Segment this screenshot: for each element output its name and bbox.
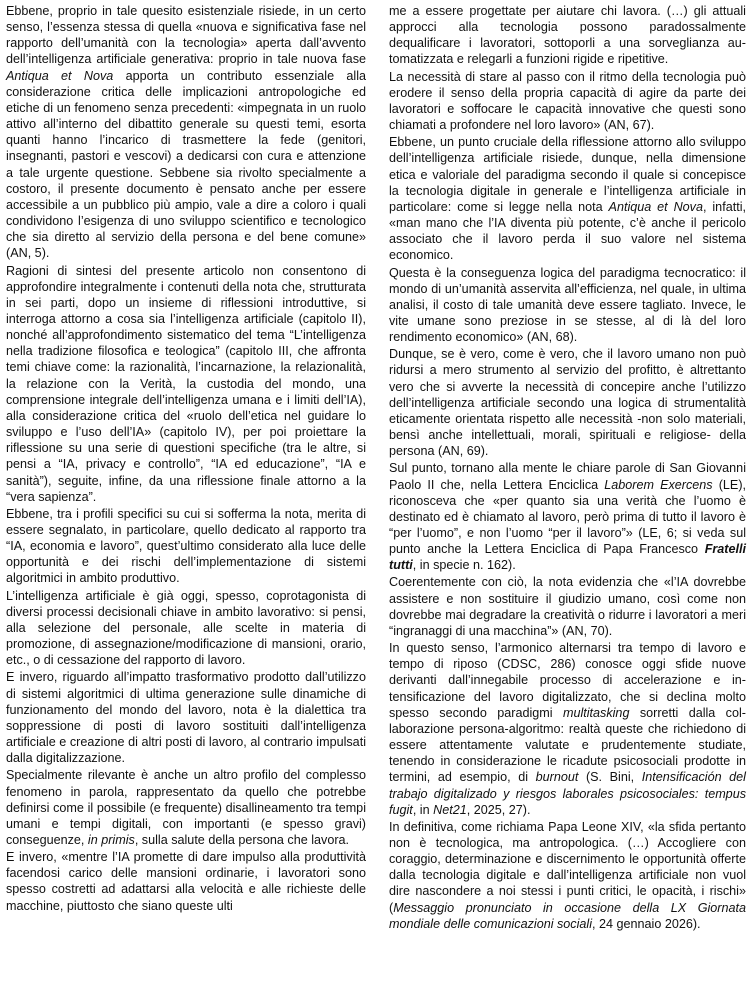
paragraph: L’intelligenza artificiale è già oggi, spesso, coprotagonista di diversi processi decisionali chiave in ambito lavorativo: si pensi, alla selezione del personale, alle scelte in materia di promozione, di assegnazione/modificazione di mansioni, orario, etc., o di cessazione del rapporto di lavoro.: [6, 588, 366, 668]
paragraph: La necessità di stare al passo con il ritmo della tecnologia può erodere il senso della propria capacità di agire da parte dei lavoratori e soffocare le capacità innovative che questi sono chiamati a profondere nel loro lavoro» (AN, 67).: [389, 69, 746, 133]
paragraph: In questo senso, l’armonico alternarsi tra tempo di lavoro e tempo di riposo (CDSC, 286) conosce oggi sfide nuove derivanti dall’innegabile processo di accelerazione e intensificazione del lavoro digitalizzato, che si declina molto spesso secondo paradigmi multitasking sorretti dalla collaborazione persona-algoritmo: realtà queste che richiedono di essere attentamente valutate e prudentemente studiate, tenendo in considerazione le ricadute psicosociali prodotte in termini, ad esempio, di burnout (S. Bini, Intensificación del trabajo digitalizado y riesgos laborales psicosociales: tempus fugit, in Net21, 2025, 27).: [389, 641, 746, 817]
paragraph: Coerentemente con ciò, la nota evidenzia che «l’IA dovrebbe assistere e non sostituire il giudizio umano, così come non dovrebbe mai degradare la creatività o ridurre i lavoratori a meri “ingranaggi di una macchina”» (AN, 70).: [389, 575, 746, 638]
paragraph: Ebbene, tra i profili specifici su cui si sofferma la nota, merita di essere segnalato, in particolare, quello dedicato al rapporto tra “IA, economia e lavoro”, quest’ultimo considerato alla luce delle opportunità e dei rischi dell’implementazione di sistemi algoritmici in ambito produttivo.: [6, 506, 366, 586]
left-column: [6, 3, 366, 915]
paragraph: Questa è la conseguenza logica del paradigma tecnocratico: il mondo di un’umanità asservita all’efficienza, nel quale, in ultima analisi, il costo di tale umanità deve essere tagliato. Invece, le vite umane sono preziose in se stesse, al di là del loro rendimento economico» (AN, 68).: [389, 265, 746, 345]
paragraph: E invero, riguardo all’impatto trasformativo prodotto dall’utilizzo di sistemi algoritmici di ultima generazione sulle dinamiche di funzionamento del mondo del lavoro, nota è la dialettica tra soppressione di posti di lavoro sostituiti dall’intelligenza artificiale e creazione di altri posti di lavoro, al contrario impulsati dalla digitalizzazione.: [6, 670, 366, 766]
paragraph: Sul punto, tornano alla mente le chiare parole di San Giovanni Paolo II che, nella Lettera Enciclica Laborem Exercens (LE), riconosceva che «per quanto sia una verità che l’uomo è destinato ed è chiamato al lavoro, però prima di tutto il lavoro è “per l’uomo”, e non l’uomo “per il lavoro”» (LE, 6; si veda sul punto anche la Lettera Enciclica di Papa Francesco Fratelli tutti, in specie n. 162).: [389, 461, 747, 573]
right-column: [389, 3, 746, 933]
paragraph: Ragioni di sintesi del presente articolo non consentono di approfondire integralmente i contenuti della nota che, strutturata in sei parti, dopo un insieme di riflessioni introduttive, si interroga attorno a cosa sia l’intelligenza artificiale (capitolo II), nonché all’approfondimento sistematico del tema “L’intelligenza nella tradizione filosofica e teologica” (capitolo III, che affronta temi chiave come: la razionalità, l’incarnazione, la relazionalità, la relazione con la Verità, la custodia del mondo, una comprensione integrale dell’intelligenza umana e i limiti dell’IA), alla considerazione critica del «ruolo dell’etica nel guidare lo sviluppo e l’uso dell’IA» (capitolo IV), per poi proiettare la riflessione su una serie di questioni specifiche (tra le altre, si pensi a “IA, privacy e controllo”, “IA ed educazione”, “IA e sanità”), seguite, infine, da una riflessione finale attorno a la “vera sapienza”.: [6, 263, 366, 504]
paragraph: Dunque, se è vero, come è vero, che il lavoro umano non può ridursi a mero strumento al servizio del profitto, è altrettanto vero che si avverte la necessità di concepire anche l’utilizzo dell’intelligenza artificiale secondo una logica di strumentalità eticamente orientata rispetto alle necessità -non solo materiali, bensì anche intellettuali, morali, spirituali e religiose- della persona (AN, 69).: [389, 347, 746, 459]
paragraph: me a essere progettate per aiutare chi lavora. (…) gli attuali approcci alla tecnologia possono paradossalmente dequalificare i lavoratori, sottoporli a una sorveglianza automatizzata e relegarli a funzioni rigide e ripetitive.: [389, 4, 746, 67]
paragraph: Ebbene, proprio in tale quesito esistenziale risiede, in un certo senso, l’essenza stessa di quella «nuova e significativa fase nel rapporto dell’umanità con la tecnologia» aperta dall’avvento dell’intelligenza artificiale generativa: proprio in tale nuova fase Antiqua et Nova apporta un contributo essenziale alla considerazione critica delle implicazioni antropologiche ed etiche di un fenomeno senza precedenti: «impegnata in un ruolo attivo all’interno del dibattito generale su questi temi, esorta quanti hanno l’incarico di trasmettere la fede (genitori, insegnanti, pastori e vescovi) a dedicarsi con cura e attenzione a tale urgente questione. Sebbene sia rivolto specialmente a costoro, il presente documento è pensato anche per essere accessibile a un pubblico più ampio, vale a dire a coloro i quali condividono l’esigenza di uno sviluppo scientifico e tecnologico che sia diretto al servizio della persona e del bene comune» (AN, 5).: [6, 4, 366, 261]
paragraph: E invero, «mentre l’IA promette di dare impulso alla produttività facendosi carico delle mansioni ordinarie, i lavoratori sono spesso costretti ad adattarsi alla velocità e alle richieste delle macchine, piuttosto che siano queste ulti: [6, 850, 366, 913]
paragraph: Specialmente rilevante è anche un altro profilo del complesso fenomeno in parola, rappresentato da quello che potrebbe definirsi come il possibile (e frequente) disallineamento tra tempi umani e tempi digitali, con importanti (e spesso gravi) conseguenze, in primis, sulla salute della persona che lavora.: [6, 768, 366, 847]
paragraph: In definitiva, come richiama Papa Leone XIV, «la sfida pertanto non è tecnologica, ma antropologica. (…) Accogliere con coraggio, determinazione e discernimento le opportunità offerte dalla tecnologia digitale e dall’intelligenza artificiale non vuol dire nascondere a noi stessi i punti critici, le opacità, i rischi» (Messaggio pronunciato in occasione della LX Giornata mondiale delle comunicazioni sociali, 24 gennaio 2026).: [389, 819, 746, 931]
paragraph: Ebbene, un punto cruciale della riflessione attorno allo sviluppo dell’intelligenza artificiale risiede, dunque, nella dimensione etica e valoriale del paradigma secondo il quale si concepisce la tecnologia digitale in generale e l’intelligenza artificiale in particolare: come si legge nella nota Antiqua et Nova, infatti, «man mano che l’IA diventa più potente, c’è anche il pericolo associato che il lavoro perda il suo valore nel sistema economico.: [389, 135, 746, 263]
